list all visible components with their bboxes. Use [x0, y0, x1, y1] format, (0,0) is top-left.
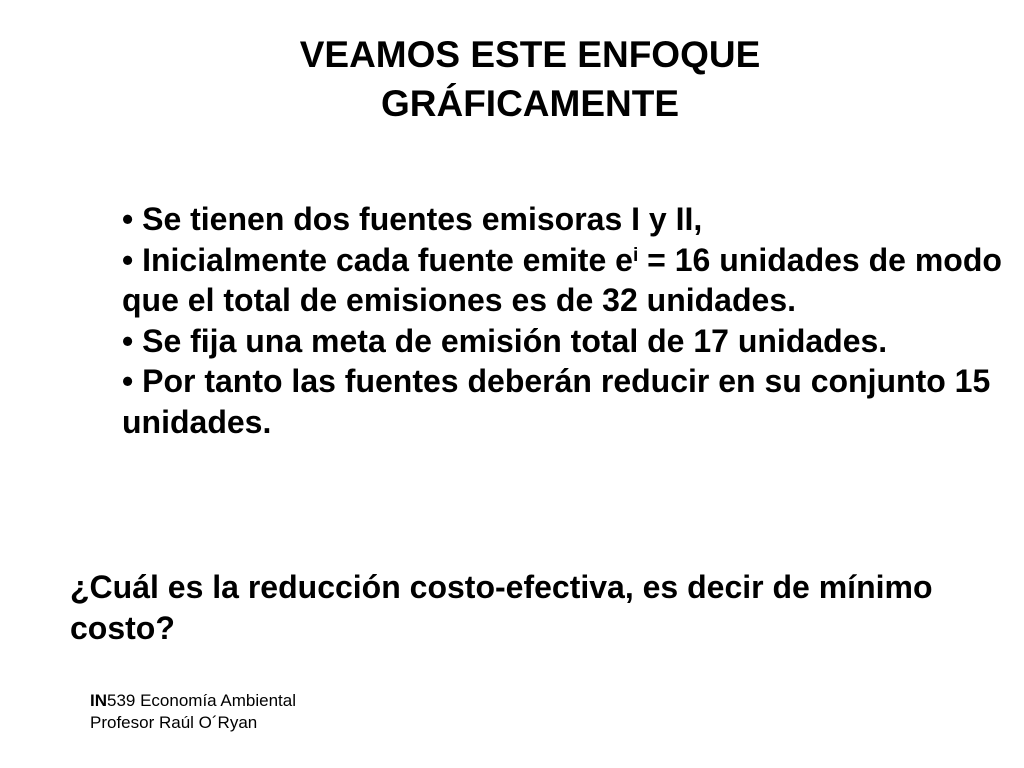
bullet-item-2 — [122, 240, 1002, 321]
bullet-item-4: • Por tanto las fuentes deberán reducir en su conjunto 15 unidades. — [122, 363, 991, 440]
slide-title — [200, 30, 860, 128]
superscript-i: i — [632, 244, 639, 266]
slide-title-line-1: VEAMOS ESTE ENFOQUE — [299, 34, 761, 75]
footer-course-code-rest: 539 Economía Ambiental — [107, 691, 297, 710]
footer-course — [90, 690, 296, 712]
bullet-item-1: • Se tienen dos fuentes emisoras I y II, — [122, 201, 703, 237]
slide-title-line-2: GRÁFICAMENTE — [380, 83, 680, 124]
bullet-item-2-text-a: • Inicialmente cada fuente emite e — [122, 241, 633, 278]
footer-professor: Profesor Raúl O´Ryan — [90, 713, 258, 732]
bullet-list — [122, 199, 1002, 443]
bullet-item-3: • Se fija una meta de emisión total de 17 unidades. — [122, 322, 888, 359]
footer — [90, 690, 296, 734]
question-text: ¿Cuál es la reducción costo-efectiva, es decir de mínimo costo? — [70, 569, 933, 646]
footer-course-code-bold: IN — [90, 691, 107, 710]
bullet-item-2-text-b: = 16 unidades de modo que el total de emisiones es de 32 unidades. — [122, 241, 1002, 319]
